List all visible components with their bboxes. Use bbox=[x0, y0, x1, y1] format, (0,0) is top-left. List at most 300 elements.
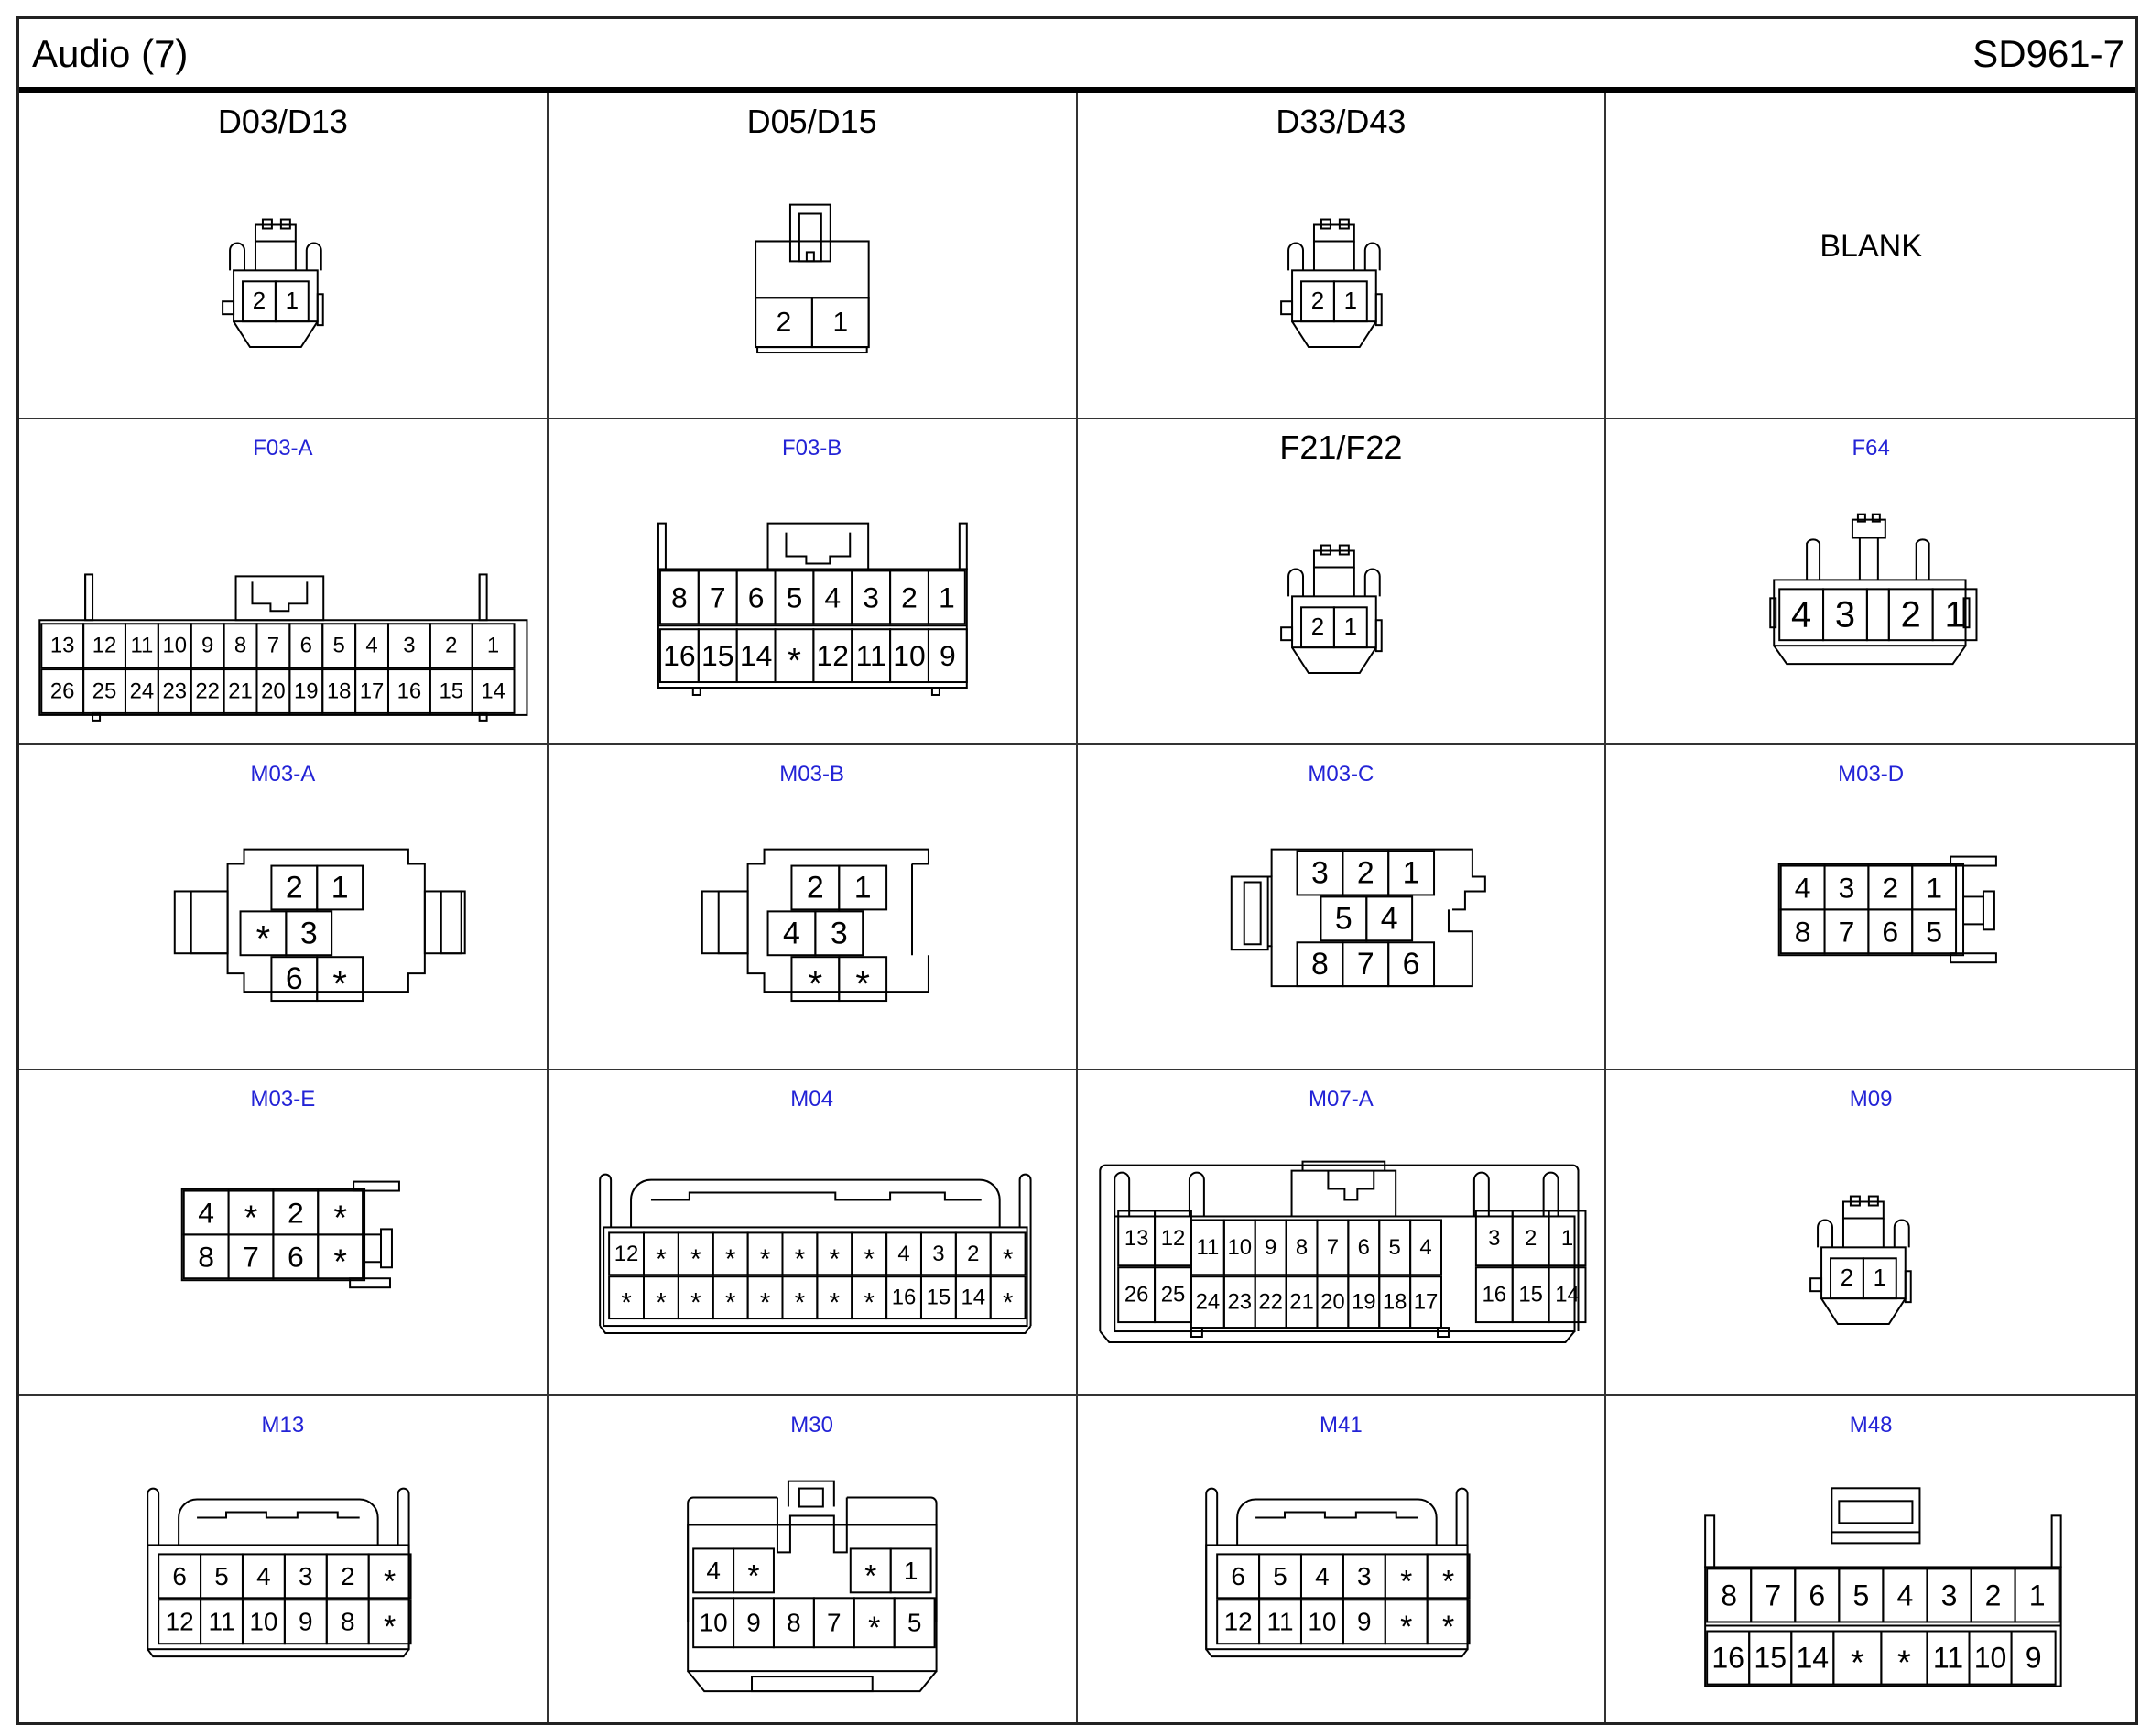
pin-label: * bbox=[655, 1244, 667, 1275]
connector-label: M03-D bbox=[1838, 761, 1905, 787]
connector-outline bbox=[757, 347, 867, 353]
connector-outline bbox=[1100, 1331, 1574, 1342]
pin-label: 9 bbox=[1264, 1235, 1276, 1261]
connector-shape bbox=[223, 220, 323, 348]
pin-label: 20 bbox=[261, 678, 286, 704]
connector-label: M03-E bbox=[250, 1087, 316, 1112]
pin-label: * bbox=[332, 963, 347, 1004]
pin-label: * bbox=[1441, 1564, 1454, 1600]
pin-label: 20 bbox=[1320, 1290, 1345, 1316]
pin-label: 7 bbox=[1838, 914, 1855, 948]
pin-label: * bbox=[724, 1288, 736, 1319]
pin-label: 5 bbox=[1852, 1579, 1870, 1612]
connector-shape bbox=[688, 1481, 936, 1692]
connector-outline bbox=[1291, 1171, 1396, 1217]
connector-shape bbox=[1231, 849, 1484, 985]
connector-grid bbox=[19, 93, 2135, 1722]
pin-label: * bbox=[690, 1288, 701, 1319]
pin-label: 23 bbox=[162, 678, 188, 704]
connector-outline bbox=[1860, 537, 1878, 580]
pin-label: 7 bbox=[1326, 1235, 1339, 1261]
pin-label: 13 bbox=[49, 633, 75, 658]
pin-label: 10 bbox=[1307, 1607, 1336, 1636]
connector-outline bbox=[799, 1489, 823, 1507]
connector-label: M03-C bbox=[1308, 761, 1374, 787]
connector-drawing bbox=[1078, 419, 1605, 743]
pin-label: 1 bbox=[331, 870, 349, 906]
pin-label: 18 bbox=[1382, 1290, 1407, 1316]
pin-label: 8 bbox=[234, 633, 247, 658]
pin-label: 6 bbox=[1230, 1562, 1245, 1591]
connector-outline bbox=[755, 241, 869, 298]
pin-label: 3 bbox=[403, 633, 416, 658]
connector-outline bbox=[767, 523, 868, 569]
pin-label: 11 bbox=[1933, 1641, 1964, 1675]
connector-outline bbox=[807, 252, 814, 261]
connector-drawing bbox=[1078, 745, 1605, 1069]
pin-cell bbox=[1867, 589, 1889, 640]
connector-outline bbox=[1281, 301, 1292, 314]
pin-label: 2 bbox=[340, 1562, 355, 1591]
pin-label: * bbox=[1897, 1644, 1912, 1683]
connector-drawing bbox=[1606, 745, 2135, 1069]
pin-label: 1 bbox=[486, 633, 500, 658]
connector-outline bbox=[1818, 1221, 1832, 1248]
blank-text: BLANK bbox=[1820, 229, 1922, 264]
page-title: Audio (7) bbox=[32, 32, 189, 75]
pin-label: 1 bbox=[1926, 871, 1943, 905]
connector-cell bbox=[1606, 1070, 2135, 1396]
pin-label: 11 bbox=[1195, 1235, 1219, 1261]
pin-label: 14 bbox=[961, 1286, 985, 1311]
pin-label: 16 bbox=[662, 638, 696, 672]
pin-label: * bbox=[864, 1288, 875, 1319]
pin-label: 4 bbox=[1896, 1579, 1914, 1612]
connector-outline bbox=[1313, 567, 1353, 596]
pin-label: 23 bbox=[1226, 1290, 1252, 1316]
connector-outline bbox=[1320, 220, 1330, 229]
pin-label: 4 bbox=[198, 1196, 215, 1230]
connector-outline bbox=[179, 1500, 378, 1546]
connector-shape bbox=[1779, 856, 1996, 962]
pin-label: 25 bbox=[92, 678, 117, 704]
pin-label: 22 bbox=[1257, 1290, 1283, 1316]
pin-label: 10 bbox=[699, 1608, 728, 1637]
pin-label: 5 bbox=[1926, 914, 1943, 948]
pin-label: 2 bbox=[776, 307, 792, 338]
connector-label: M30 bbox=[790, 1413, 833, 1438]
connector-outline bbox=[1821, 1299, 1906, 1325]
connector-outline bbox=[1375, 294, 1381, 325]
pin-label: 5 bbox=[907, 1608, 922, 1637]
pin-label: 2 bbox=[900, 580, 918, 614]
connector-cell bbox=[549, 1070, 1078, 1396]
pin-label: 17 bbox=[359, 678, 385, 704]
connector-shape bbox=[600, 1175, 1030, 1333]
connector-label: M09 bbox=[1849, 1087, 1893, 1112]
pin-label: 1 bbox=[1343, 288, 1357, 315]
connector-drawing bbox=[1606, 1396, 2135, 1722]
pin-label: 2 bbox=[1310, 614, 1324, 641]
pin-label: 16 bbox=[397, 678, 422, 704]
pin-label: 17 bbox=[1413, 1290, 1438, 1316]
pin-label: 8 bbox=[1721, 1579, 1738, 1612]
connector-drawing bbox=[549, 419, 1076, 743]
pin-label: 26 bbox=[49, 678, 75, 704]
connector-cell bbox=[549, 745, 1078, 1071]
connector-outline bbox=[85, 574, 480, 620]
pin-label: * bbox=[620, 1288, 632, 1319]
page-code: SD961-7 bbox=[1972, 32, 2124, 75]
connector-drawing bbox=[1606, 419, 2135, 743]
pin-label: 10 bbox=[162, 633, 188, 658]
connector-shape bbox=[1281, 545, 1382, 673]
pin-label: 8 bbox=[1795, 914, 1811, 948]
connector-outline bbox=[281, 220, 290, 229]
connector-drawing bbox=[549, 93, 1076, 418]
pin-label: 16 bbox=[1711, 1641, 1745, 1675]
connector-label: D33/D43 bbox=[1276, 103, 1407, 140]
pin-label: 14 bbox=[1554, 1283, 1580, 1308]
connector-outline bbox=[1983, 891, 1994, 929]
connector-outline bbox=[1375, 620, 1381, 651]
pin-label: * bbox=[333, 1242, 348, 1282]
connector-outline bbox=[1895, 1221, 1909, 1248]
pin-label: * bbox=[864, 1244, 875, 1275]
connector-label: F64 bbox=[1852, 435, 1890, 461]
connector-outline bbox=[1339, 220, 1348, 229]
connector-outline bbox=[752, 1676, 873, 1691]
connector-label: F03-A bbox=[253, 435, 313, 461]
pin-label: 9 bbox=[745, 1608, 761, 1637]
connector-label: M03-A bbox=[250, 761, 316, 787]
pin-label: * bbox=[794, 1288, 805, 1319]
pin-label: 6 bbox=[172, 1562, 187, 1591]
pin-label: 6 bbox=[299, 633, 312, 658]
connector-outline bbox=[364, 1235, 381, 1263]
connector-outline bbox=[799, 214, 821, 262]
pin-label: 1 bbox=[285, 288, 299, 315]
connector-outline bbox=[175, 891, 228, 953]
pin-label: 12 bbox=[1223, 1607, 1253, 1636]
pin-label: 1 bbox=[1343, 614, 1357, 641]
pin-label: 21 bbox=[228, 678, 253, 704]
connector-shape bbox=[702, 849, 929, 1004]
pin-label: * bbox=[808, 963, 822, 1004]
connector-drawing bbox=[549, 745, 1076, 1069]
connector-outline bbox=[1843, 1219, 1884, 1248]
connector-outline bbox=[191, 891, 228, 953]
connector-drawing bbox=[19, 1396, 547, 1722]
connector-outline bbox=[718, 891, 747, 953]
connector-label: F21/F22 bbox=[1279, 428, 1403, 466]
pin-label: 15 bbox=[701, 638, 734, 672]
connector-drawing bbox=[19, 419, 547, 743]
connector-outline bbox=[1292, 321, 1376, 347]
connector-outline bbox=[600, 1326, 1030, 1333]
connector-cell bbox=[1078, 1070, 1607, 1396]
connector-drawing bbox=[1078, 1070, 1605, 1394]
pin-label: 2 bbox=[1882, 871, 1899, 905]
pin-label: * bbox=[867, 1611, 881, 1646]
connector-shape bbox=[175, 849, 465, 1004]
pin-label: 5 bbox=[1388, 1235, 1401, 1261]
pin-label: 3 bbox=[932, 1242, 945, 1267]
pin-label: 10 bbox=[1973, 1641, 2007, 1675]
connector-outline bbox=[230, 243, 244, 270]
connector-outline bbox=[1292, 647, 1376, 673]
connector-outline bbox=[1774, 646, 1965, 664]
pin-label: 2 bbox=[1900, 594, 1922, 635]
connector-cell bbox=[1078, 1396, 1607, 1722]
connector-drawing bbox=[1606, 1070, 2135, 1394]
connector-outline bbox=[631, 1180, 1000, 1228]
connector-shape bbox=[1281, 220, 1382, 348]
pin-label: 4 bbox=[1418, 1235, 1432, 1261]
connector-outline bbox=[688, 1671, 936, 1691]
diagram-sheet bbox=[16, 16, 2138, 1725]
connector-cell bbox=[1606, 93, 2135, 419]
connector-outline bbox=[1281, 627, 1292, 640]
pin-label: 18 bbox=[326, 678, 352, 704]
pin-label: * bbox=[1399, 1610, 1412, 1645]
connector-outline bbox=[228, 953, 425, 992]
connector-outline bbox=[252, 581, 307, 611]
connector-outline bbox=[425, 891, 465, 953]
pin-label: * bbox=[1002, 1244, 1014, 1275]
pin-label: 8 bbox=[786, 1608, 801, 1637]
connector-outline bbox=[1302, 1162, 1385, 1171]
pin-label: 9 bbox=[1356, 1607, 1372, 1636]
pin-label: 2 bbox=[285, 870, 303, 906]
connector-outline bbox=[1288, 243, 1303, 270]
connector-outline bbox=[1832, 1488, 1920, 1543]
pin-label: 16 bbox=[1482, 1283, 1506, 1308]
pin-label: 9 bbox=[299, 1607, 313, 1636]
pin-label: 10 bbox=[893, 638, 926, 672]
connector-cell bbox=[1606, 419, 2135, 745]
pin-label: * bbox=[255, 917, 271, 959]
pin-label: 22 bbox=[195, 678, 220, 704]
connector-outline bbox=[1271, 849, 1484, 909]
pin-label: 1 bbox=[1560, 1226, 1573, 1252]
pin-label: * bbox=[759, 1244, 771, 1275]
pin-label: 4 bbox=[1795, 871, 1811, 905]
pin-label: 3 bbox=[1310, 855, 1329, 891]
pin-label: 2 bbox=[1524, 1226, 1537, 1252]
connector-outline bbox=[85, 574, 92, 620]
connector-outline bbox=[381, 1230, 392, 1268]
pin-label: 3 bbox=[299, 915, 318, 950]
pin-label: 5 bbox=[786, 580, 803, 614]
connector-outline bbox=[1255, 1513, 1418, 1518]
connector-outline bbox=[932, 688, 940, 695]
connector-cell bbox=[19, 419, 549, 745]
pin-label: 6 bbox=[1809, 1579, 1826, 1612]
connector-label: M13 bbox=[261, 1413, 305, 1438]
pin-label: 4 bbox=[256, 1562, 271, 1591]
pin-label: 6 bbox=[287, 1240, 304, 1274]
pin-label: 7 bbox=[243, 1240, 259, 1274]
pin-label: * bbox=[1002, 1288, 1014, 1319]
connector-outline bbox=[1810, 1279, 1821, 1292]
connector-shape bbox=[182, 1182, 399, 1288]
pin-label: * bbox=[829, 1244, 840, 1275]
connector-outline bbox=[1840, 1502, 1913, 1524]
pin-label: 8 bbox=[1295, 1235, 1308, 1261]
connector-label: M04 bbox=[790, 1087, 833, 1112]
pin-label: 12 bbox=[92, 633, 117, 658]
pin-label: 8 bbox=[670, 580, 688, 614]
connector-outline bbox=[702, 891, 748, 953]
connector-outline bbox=[1114, 1173, 1204, 1217]
connector-outline bbox=[788, 1481, 834, 1507]
connector-shape bbox=[1100, 1162, 1585, 1342]
pin-label: 5 bbox=[1334, 900, 1353, 936]
pin-label: 15 bbox=[1517, 1283, 1543, 1308]
pin-label: 3 bbox=[299, 1562, 313, 1591]
connector-outline bbox=[1231, 876, 1267, 949]
connector-shape bbox=[147, 1489, 410, 1657]
pin-label: 8 bbox=[198, 1240, 215, 1274]
connector-outline bbox=[197, 1513, 360, 1518]
connector-shape bbox=[1810, 1197, 1911, 1325]
connector-outline bbox=[1852, 519, 1885, 537]
pin-label: * bbox=[1399, 1564, 1412, 1600]
connector-outline bbox=[2052, 1516, 2061, 1568]
pin-label: 15 bbox=[439, 678, 464, 704]
pin-label: 7 bbox=[1356, 946, 1374, 982]
pin-label: 9 bbox=[2025, 1641, 2042, 1675]
connector-shape bbox=[39, 574, 527, 720]
pin-label: 3 bbox=[1356, 1562, 1372, 1591]
connector-cell bbox=[549, 1396, 1078, 1722]
pin-label: 3 bbox=[1838, 871, 1855, 905]
pin-label: 6 bbox=[285, 960, 303, 996]
connector-outline bbox=[147, 1649, 408, 1656]
pin-label: 11 bbox=[1266, 1607, 1294, 1636]
connector-outline bbox=[263, 220, 272, 229]
pin-label: 3 bbox=[830, 915, 848, 950]
pin-label: * bbox=[794, 1244, 805, 1275]
pin-label: 10 bbox=[249, 1607, 278, 1636]
pin-label: 2 bbox=[806, 870, 824, 906]
pin-label: 13 bbox=[1124, 1226, 1148, 1252]
connector-cell bbox=[1606, 745, 2135, 1071]
pin-label: 2 bbox=[445, 633, 458, 658]
connector-outline bbox=[234, 321, 318, 347]
pin-label: 9 bbox=[201, 633, 214, 658]
connector-outline bbox=[1313, 241, 1353, 270]
connector-drawing bbox=[19, 745, 547, 1069]
connector-outline bbox=[1917, 539, 1929, 580]
pin-label: 1 bbox=[1944, 594, 1965, 635]
pin-label: 11 bbox=[130, 633, 154, 658]
pin-label: 6 bbox=[1357, 1235, 1370, 1261]
pin-label: 7 bbox=[826, 1608, 842, 1637]
connector-drawing bbox=[19, 1070, 547, 1394]
connector-outline bbox=[223, 301, 234, 314]
header-bar bbox=[19, 19, 2135, 93]
connector-outline bbox=[307, 243, 321, 270]
pin-label: * bbox=[1851, 1644, 1865, 1683]
connector-cell bbox=[1606, 1396, 2135, 1722]
connector-outline bbox=[651, 1193, 982, 1200]
pin-label: * bbox=[690, 1244, 701, 1275]
pin-label: 3 bbox=[1835, 594, 1856, 635]
pin-label: 3 bbox=[1940, 1579, 1958, 1612]
connector-cell bbox=[1078, 419, 1607, 745]
pin-label: 24 bbox=[1195, 1290, 1220, 1316]
connector-outline bbox=[960, 523, 967, 569]
pin-label: * bbox=[864, 1558, 877, 1594]
connector-outline bbox=[1906, 1272, 1911, 1303]
connector-label: F03-B bbox=[781, 435, 842, 461]
connector-label: D03/D13 bbox=[217, 103, 348, 140]
pin-label: 2 bbox=[1841, 1265, 1854, 1292]
connector-label: D05/D15 bbox=[746, 103, 877, 140]
pin-label: 12 bbox=[1160, 1226, 1185, 1252]
connector-outline bbox=[1364, 243, 1379, 270]
pin-label: 24 bbox=[129, 678, 155, 704]
connector-cell bbox=[1078, 93, 1607, 419]
pin-label: 5 bbox=[214, 1562, 229, 1591]
connector-shape bbox=[755, 205, 869, 353]
pin-label: 19 bbox=[293, 678, 319, 704]
connector-outline bbox=[1963, 896, 1983, 924]
connector-label: M41 bbox=[1320, 1413, 1363, 1438]
pin-label: 14 bbox=[739, 638, 773, 672]
pin-label: 11 bbox=[208, 1607, 235, 1636]
pin-label: 4 bbox=[782, 915, 800, 950]
connector-cell bbox=[549, 419, 1078, 745]
connector-outline bbox=[693, 688, 701, 695]
pin-label: * bbox=[829, 1288, 840, 1319]
pin-label: 15 bbox=[1754, 1641, 1787, 1675]
connector-outline bbox=[441, 891, 462, 953]
pin-label: 3 bbox=[1487, 1226, 1500, 1252]
pin-label: 26 bbox=[1124, 1283, 1148, 1308]
pin-label: 6 bbox=[1882, 914, 1899, 948]
connector-outline bbox=[236, 576, 324, 620]
pin-label: 2 bbox=[287, 1196, 304, 1230]
connector-outline bbox=[1237, 1500, 1437, 1546]
pin-label: * bbox=[855, 963, 870, 1004]
pin-label: * bbox=[384, 1564, 397, 1600]
pin-label: 1 bbox=[832, 307, 848, 338]
pin-label: * bbox=[384, 1610, 397, 1645]
pin-label: 12 bbox=[816, 638, 849, 672]
pin-label: 19 bbox=[1351, 1290, 1376, 1316]
pin-label: 1 bbox=[938, 580, 955, 614]
connector-outline bbox=[786, 532, 850, 563]
pin-label: * bbox=[1441, 1610, 1454, 1645]
connector-shape bbox=[1770, 514, 1976, 663]
pin-label: 1 bbox=[853, 870, 872, 906]
pin-label: 7 bbox=[266, 633, 280, 658]
pin-label: 7 bbox=[1765, 1579, 1782, 1612]
pin-label: 2 bbox=[1310, 288, 1324, 315]
connector-cell bbox=[19, 93, 549, 419]
connector-shape bbox=[1705, 1488, 2061, 1686]
connector-outline bbox=[1328, 1171, 1374, 1200]
connector-drawing bbox=[19, 93, 547, 418]
connector-label: M03-B bbox=[779, 761, 844, 787]
pin-label: * bbox=[244, 1199, 258, 1238]
connector-outline bbox=[1807, 539, 1820, 580]
pin-label: * bbox=[724, 1244, 736, 1275]
connector-outline bbox=[1364, 569, 1379, 596]
